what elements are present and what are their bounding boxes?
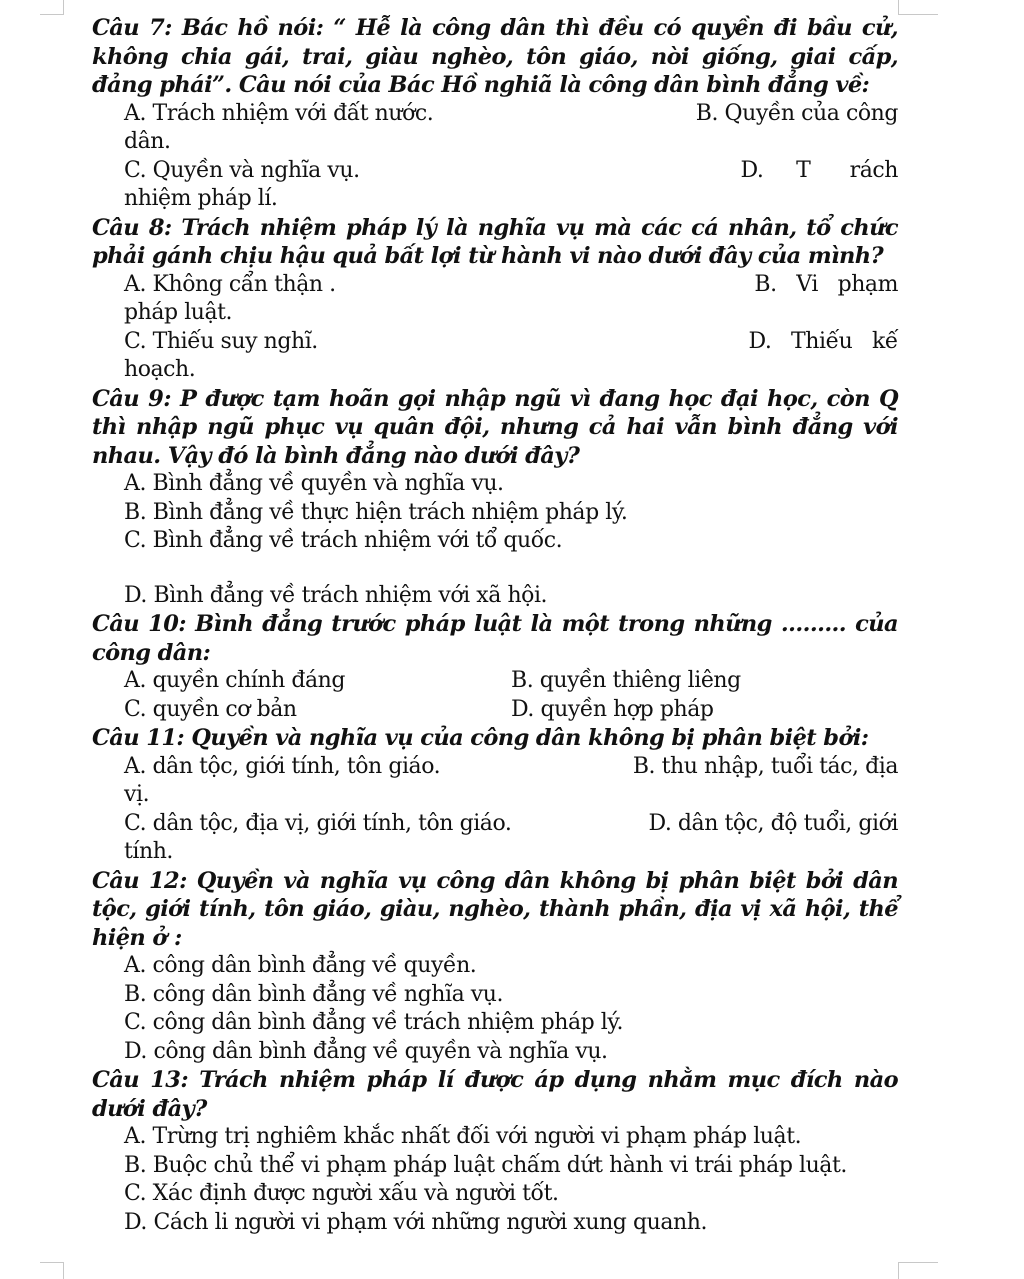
option-row [124, 328, 898, 357]
option-a: A. dân tộc, giới tính, tôn giáo. [124, 753, 441, 779]
option-b: B. Quyền của công [695, 100, 898, 126]
option-a: A. Bình đẳng về quyền và nghĩa vụ. [124, 471, 504, 496]
option-row [124, 696, 898, 725]
option-b: B. Buộc chủ thể vi phạm pháp luật chấm dứt hành vi trái pháp luật. [124, 1152, 847, 1178]
question-7 [92, 14, 898, 214]
crop-mark-top-left-h [40, 14, 64, 15]
crop-mark-bottom-right-v [898, 1262, 899, 1279]
option-d: D. quyền hợp pháp [511, 696, 714, 722]
option-c: C. quyền cơ bản [124, 696, 297, 722]
option-d: D. dân tộc, độ tuổi, giới [648, 810, 898, 836]
option-a: A. quyền chính đáng [124, 668, 346, 693]
option-d: D. T rách [740, 157, 898, 183]
option-row [124, 667, 898, 696]
option-a: A. Trừng trị nghiêm khắc nhất đối với người vi phạm pháp luật. [124, 1124, 802, 1149]
question-stem: Câu 7: Bác hồ nói: “ Hễ là công dân thì đều có quyền đi bầu cử, không chia gái, trai, giàu nghèo, tôn giáo, nòi giống, giai cấp, đảng phái”. Câu nói của Bác Hồ nghiã là công dân bình đẳng về: [92, 15, 898, 98]
answer-options [92, 1123, 898, 1237]
option-a: A. Không cẩn thận . [124, 271, 336, 297]
crop-mark-top-left-v [63, 0, 64, 14]
option-d-continued: hoạch. [124, 357, 196, 382]
option-row [124, 157, 898, 186]
option-c: C. Xác định được người xấu và người tốt. [124, 1181, 559, 1206]
question-stem: Câu 11: Quyền và nghĩa vụ của công dân không bị phân biệt bởi: [92, 725, 869, 751]
crop-mark-bottom-left-v [63, 1262, 64, 1279]
document-page [92, 14, 898, 1237]
option-c: C. Thiếu suy nghĩ. [124, 328, 318, 354]
option-c: C. Bình đẳng về trách nhiệm với tổ quốc. [124, 528, 563, 553]
option-d-continued: nhiệm pháp lí. [124, 186, 278, 211]
crop-mark-top-right-h [898, 14, 938, 15]
option-row [124, 271, 898, 300]
question-stem: Câu 10: Bình đẳng trước pháp luật là một trong những ......... của công dân: [92, 611, 898, 666]
question-10 [92, 610, 898, 724]
blank-line [124, 556, 898, 582]
option-d: D. Cách li người vi phạm với những người xung quanh. [124, 1209, 707, 1235]
question-13 [92, 1066, 898, 1237]
crop-mark-bottom-left-h [40, 1262, 64, 1263]
option-b: B. quyền thiêng liêng [511, 668, 741, 693]
option-b: B. Bình đẳng về thực hiện trách nhiệm pháp lý. [124, 499, 628, 525]
option-b-continued: dân. [124, 129, 171, 154]
question-8 [92, 214, 898, 385]
question-11 [92, 724, 898, 867]
answer-options [92, 952, 898, 1066]
option-b-continued: pháp luật. [124, 300, 233, 325]
crop-mark-top-right-v [898, 0, 899, 14]
option-row [124, 100, 898, 129]
option-b: B. thu nhập, tuổi tác, địa [632, 753, 898, 779]
option-d: D. công dân bình đẳng về quyền và nghĩa vụ. [124, 1038, 608, 1064]
option-d: D. Thiếu kế [748, 328, 898, 354]
answer-options [92, 470, 898, 610]
question-stem: Câu 8: Trách nhiệm pháp lý là nghĩa vụ mà các cá nhân, tổ chức phải gánh chịu hậu quả bất lợi từ hành vi nào dưới đây của mình? [92, 214, 898, 269]
question-12 [92, 867, 898, 1067]
option-c: C. Quyền và nghĩa vụ. [124, 157, 360, 183]
option-a: A. Trách nhiệm với đất nước. [124, 100, 434, 126]
option-row [124, 810, 898, 839]
question-stem: Câu 13: Trách nhiệm pháp lí được áp dụng nhằm mục đích nào dưới đây? [92, 1067, 898, 1122]
answer-options [92, 100, 898, 214]
question-stem: Câu 12: Quyền và nghĩa vụ công dân không bị phân biệt bởi dân tộc, giới tính, tôn giáo, giàu, nghèo, thành phần, địa vị xã hội, thể hiện ở : [92, 867, 898, 951]
option-b: B. Vi phạm [754, 271, 898, 297]
option-d: D. Bình đẳng về trách nhiệm với xã hội. [124, 582, 548, 608]
option-b-continued: vị. [124, 782, 150, 807]
option-a: A. công dân bình đẳng về quyền. [124, 953, 477, 978]
question-9 [92, 385, 898, 611]
option-c: C. dân tộc, địa vị, giới tính, tôn giáo. [124, 810, 512, 836]
option-d-continued: tính. [124, 839, 173, 864]
option-c: C. công dân bình đẳng về trách nhiệm pháp lý. [124, 1010, 623, 1035]
crop-mark-bottom-right-h [898, 1262, 938, 1263]
answer-options [92, 753, 898, 867]
option-row [124, 753, 898, 782]
answer-options [92, 271, 898, 385]
answer-options [92, 667, 898, 724]
option-b: B. công dân bình đẳng về nghĩa vụ. [124, 981, 504, 1007]
question-stem: Câu 9: P được tạm hoãn gọi nhập ngũ vì đang học đại học, còn Q thì nhập ngũ phục vụ quân đội, nhưng cả hai vẫn bình đẳng với nhau. Vậy đó là bình đẳng nào dưới đây? [92, 385, 898, 469]
